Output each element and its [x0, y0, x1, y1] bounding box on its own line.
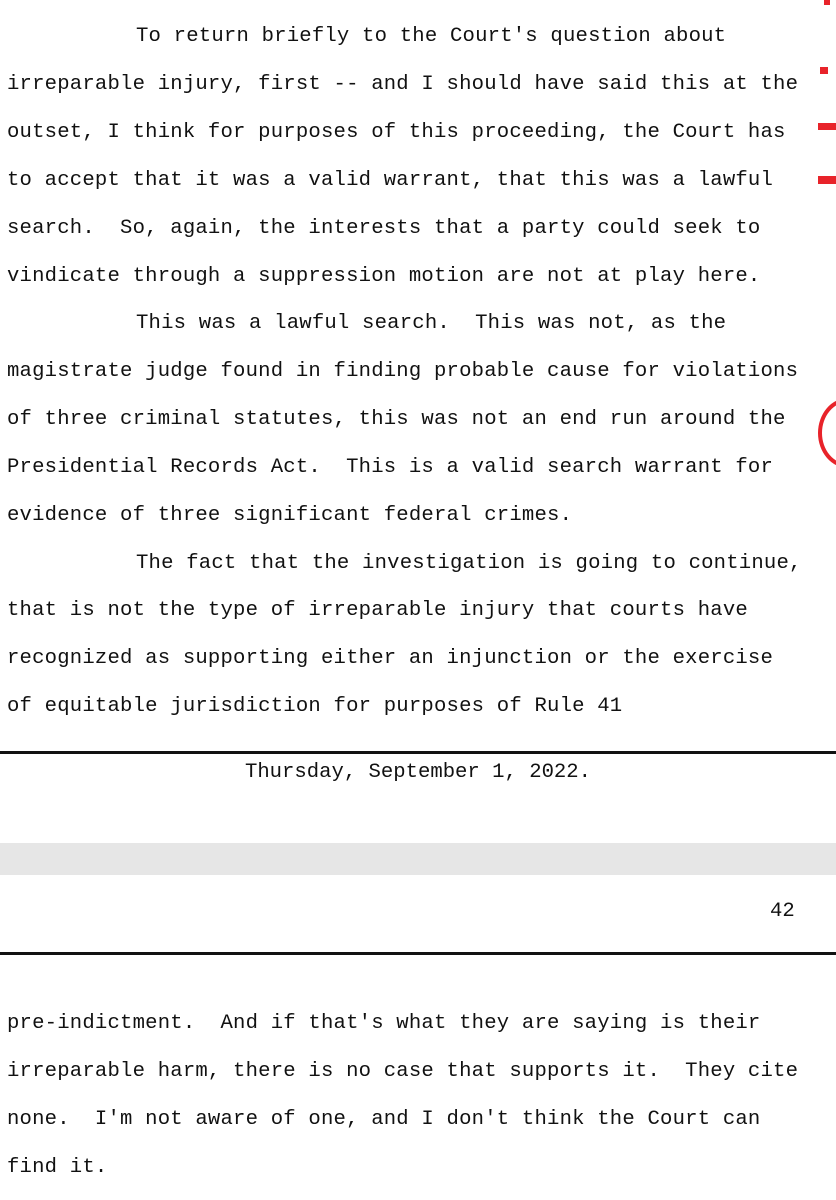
transcript-line: recognized as supporting either an injunction or the exercise [7, 647, 774, 670]
transcript-line: evidence of three significant federal crimes. [7, 504, 573, 527]
page-separator [0, 843, 836, 875]
page-footer-rule [0, 751, 836, 754]
transcript-date: Thursday, September 1, 2022. [244, 761, 592, 784]
annotation-mark [818, 176, 836, 184]
transcript-line: of three criminal statutes, this was not an end run around the [7, 408, 786, 431]
annotation-mark [824, 0, 830, 5]
transcript-line: This was a lawful search. This was not, as the [136, 312, 727, 335]
transcript-line: outset, I think for purposes of this proceeding, the Court has [7, 121, 786, 144]
transcript-line: irreparable harm, there is no case that supports it. They cite [7, 1060, 799, 1083]
annotation-circle [818, 398, 836, 468]
transcript-line: find it. [7, 1156, 108, 1179]
annotation-mark [820, 67, 828, 74]
transcript-line: magistrate judge found in finding probable cause for violations [7, 360, 799, 383]
transcript-line: pre-indictment. And if that's what they are saying is their [7, 1012, 761, 1035]
transcript-line: to accept that it was a valid warrant, that this was a lawful [7, 169, 774, 192]
transcript-line: none. I'm not aware of one, and I don't think the Court can [7, 1108, 761, 1131]
page-header-rule [0, 952, 836, 955]
transcript-line: vindicate through a suppression motion are not at play here. [7, 265, 761, 288]
transcript-line: To return briefly to the Court's question about [136, 25, 727, 48]
transcript-line: search. So, again, the interests that a party could seek to [7, 217, 761, 240]
annotation-mark [818, 123, 836, 130]
transcript-line: irreparable injury, first -- and I should have said this at the [7, 73, 799, 96]
transcript-line: Presidential Records Act. This is a valid search warrant for [7, 456, 774, 479]
transcript-line: The fact that the investigation is going to continue, [136, 552, 802, 575]
page-number: 42 [770, 900, 795, 923]
transcript-line: that is not the type of irreparable injury that courts have [7, 599, 748, 622]
transcript-line: of equitable jurisdiction for purposes of Rule 41 [7, 695, 623, 718]
